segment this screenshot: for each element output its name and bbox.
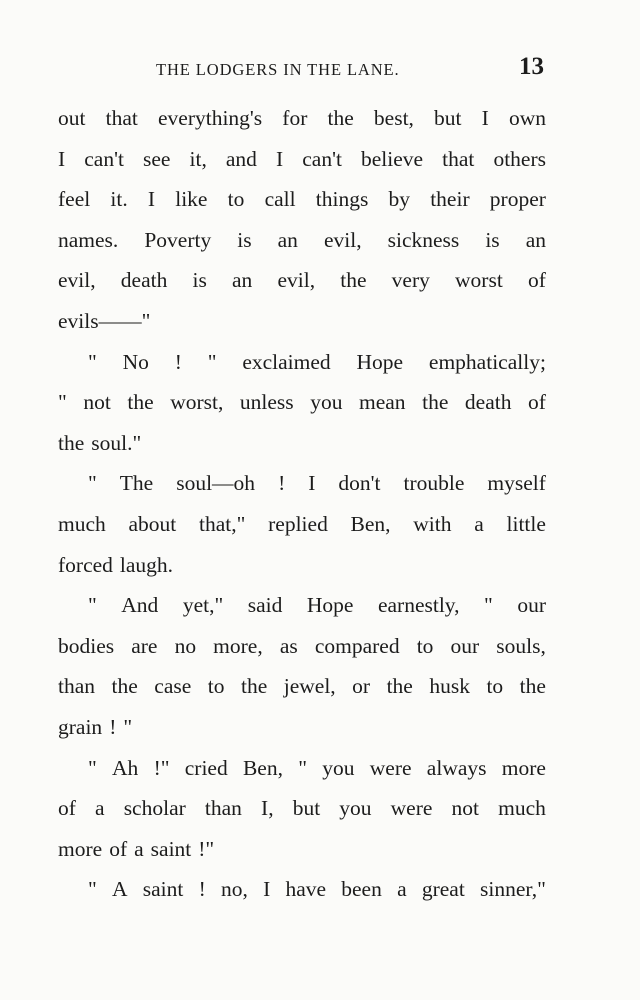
word: earnestly,	[377, 593, 460, 618]
word: our	[517, 593, 546, 618]
word: believe	[360, 146, 424, 171]
word: a	[397, 877, 407, 902]
word: forced	[58, 552, 113, 577]
word: everything's	[157, 106, 263, 130]
word: no,	[220, 877, 248, 902]
page-header	[58, 52, 546, 86]
word: proper	[489, 187, 546, 212]
word: trouble	[403, 471, 465, 496]
body-text	[58, 98, 546, 910]
word: I	[481, 106, 489, 130]
word: I	[308, 471, 316, 496]
word: souls,	[496, 633, 546, 658]
word: myself	[487, 471, 546, 496]
word: have	[285, 877, 327, 902]
text-line	[58, 382, 546, 423]
word: no	[174, 633, 197, 658]
word: don't	[338, 471, 381, 496]
word: and	[225, 146, 257, 171]
word: And	[121, 593, 159, 618]
word: others	[493, 146, 546, 171]
word: of	[109, 836, 128, 861]
word: The	[119, 471, 154, 496]
word: I,	[261, 796, 274, 821]
word: cried	[184, 755, 228, 780]
word: best,	[373, 106, 414, 130]
word: great	[421, 877, 465, 902]
word: is	[237, 227, 252, 252]
word: you	[322, 755, 355, 780]
word: !"	[153, 755, 170, 780]
text-line	[58, 260, 546, 301]
word: No	[122, 349, 149, 374]
word: "	[484, 593, 493, 618]
word: case	[154, 674, 192, 699]
word: evil,	[277, 268, 316, 293]
word: the	[386, 674, 413, 699]
word: said	[247, 593, 283, 618]
word: the	[340, 268, 367, 293]
word: than	[58, 674, 96, 699]
word: names.	[58, 227, 119, 252]
word: soul—oh	[176, 471, 256, 496]
word: of	[528, 390, 546, 415]
word: our	[450, 633, 480, 658]
word: Poverty	[144, 227, 212, 252]
word: own	[508, 106, 546, 130]
text-line	[58, 666, 546, 707]
word: the	[240, 674, 268, 699]
text-line	[58, 504, 546, 545]
word: feel	[58, 187, 91, 212]
word: !	[109, 714, 117, 739]
text-line	[58, 423, 546, 464]
word: their	[430, 187, 470, 212]
word: "	[88, 471, 97, 496]
word: to	[207, 674, 225, 699]
word: but	[434, 106, 462, 130]
word: much	[58, 511, 106, 536]
word: "	[207, 349, 217, 374]
word: to	[486, 674, 504, 699]
text-line	[58, 220, 546, 261]
word: "	[123, 714, 133, 739]
word: grain	[58, 714, 103, 739]
word: is	[485, 227, 500, 252]
word: more	[501, 755, 546, 780]
running-head: THE LODGERS IN THE LANE.	[156, 60, 400, 79]
word: like	[175, 187, 208, 212]
text-line	[58, 463, 546, 504]
word: evil,	[323, 227, 362, 252]
word: "	[298, 755, 308, 780]
word: "	[88, 593, 97, 618]
word: saint	[150, 836, 192, 861]
word: the	[58, 430, 85, 455]
page-number: 13	[519, 53, 544, 80]
word: husk	[429, 674, 470, 699]
word: very	[391, 268, 430, 293]
text-line	[58, 707, 546, 748]
word: are	[131, 633, 158, 658]
word: the	[127, 390, 154, 415]
word: mean	[358, 390, 406, 415]
word: evils——"	[58, 308, 151, 333]
word: I	[276, 146, 284, 171]
word: been	[341, 877, 382, 902]
text-line	[58, 829, 546, 870]
word: is	[192, 268, 207, 293]
word: saint	[142, 877, 184, 902]
word: worst	[455, 268, 503, 293]
word: not	[83, 390, 111, 415]
word: it,	[189, 146, 207, 171]
word: sinner,"	[480, 877, 546, 902]
word: see	[142, 146, 171, 171]
word: !	[278, 471, 286, 496]
word: a	[474, 511, 484, 536]
word: always	[426, 755, 487, 780]
word: replied	[268, 511, 328, 536]
word: the	[422, 390, 449, 415]
word: "	[58, 390, 67, 415]
word: more,	[213, 633, 263, 658]
word: you	[339, 796, 372, 821]
word: "	[88, 877, 97, 902]
word: by	[388, 187, 411, 212]
word: with	[413, 511, 452, 536]
word: the	[111, 674, 138, 699]
word: a	[134, 836, 144, 861]
text-line	[58, 139, 546, 180]
word: the	[519, 674, 546, 699]
text-line	[58, 342, 546, 383]
word: were	[369, 755, 412, 780]
word: about	[128, 511, 177, 536]
word: a	[95, 796, 105, 821]
word: call	[264, 187, 296, 212]
word: compared	[314, 633, 400, 658]
word: things	[315, 187, 369, 212]
word: it.	[110, 187, 128, 212]
word: not	[451, 796, 480, 821]
word: bodies	[58, 633, 115, 658]
word: !	[174, 349, 182, 374]
text-line	[58, 748, 546, 789]
word: than	[204, 796, 242, 821]
word: that	[105, 106, 138, 130]
word: but	[292, 796, 321, 821]
word: I	[147, 187, 156, 212]
word: yet,"	[182, 593, 224, 618]
text-line	[58, 98, 546, 139]
word: A	[112, 877, 128, 902]
text-line	[58, 626, 546, 667]
word: Hope	[356, 349, 404, 374]
text-line	[58, 545, 546, 586]
word: !"	[198, 836, 215, 861]
word: jewel,	[283, 674, 336, 699]
word: death	[120, 268, 168, 293]
word: to	[227, 187, 245, 212]
word: an	[525, 227, 546, 252]
word: little	[506, 511, 546, 536]
word: were	[390, 796, 433, 821]
word: Ben,	[242, 755, 283, 780]
word: Ben,	[350, 511, 391, 536]
word: exclaimed	[242, 349, 331, 374]
word: to	[416, 633, 434, 658]
word: I	[58, 146, 66, 171]
word: scholar	[123, 796, 186, 821]
word: I	[263, 877, 271, 902]
word: Hope	[306, 593, 354, 618]
text-line	[58, 179, 546, 220]
word: an	[277, 227, 298, 252]
word: as	[279, 633, 298, 658]
word: evil,	[58, 268, 96, 293]
word: that	[442, 146, 475, 171]
word: laugh.	[119, 552, 174, 577]
word: can't	[84, 146, 124, 171]
text-line	[58, 869, 546, 910]
word: worst,	[170, 390, 224, 415]
word: !	[198, 877, 206, 902]
word: Ah	[112, 755, 139, 780]
text-line	[58, 788, 546, 829]
word: "	[88, 349, 97, 374]
word: death	[464, 390, 512, 415]
text-line	[58, 301, 546, 342]
word: sickness	[387, 227, 460, 252]
word: emphatically;	[428, 349, 546, 374]
word: of	[527, 268, 546, 293]
word: an	[232, 268, 253, 293]
text-line	[58, 585, 546, 626]
word: much	[498, 796, 546, 821]
word: of	[58, 796, 76, 821]
word: you	[310, 390, 343, 415]
word: unless	[239, 390, 294, 415]
word: more	[58, 836, 103, 861]
word: "	[88, 755, 97, 780]
word: for	[282, 106, 308, 130]
word: can't	[302, 146, 342, 171]
word: soul."	[91, 430, 142, 455]
word: that,"	[199, 511, 246, 536]
word: or	[352, 674, 371, 699]
word: out	[58, 106, 86, 130]
word: the	[327, 106, 354, 130]
